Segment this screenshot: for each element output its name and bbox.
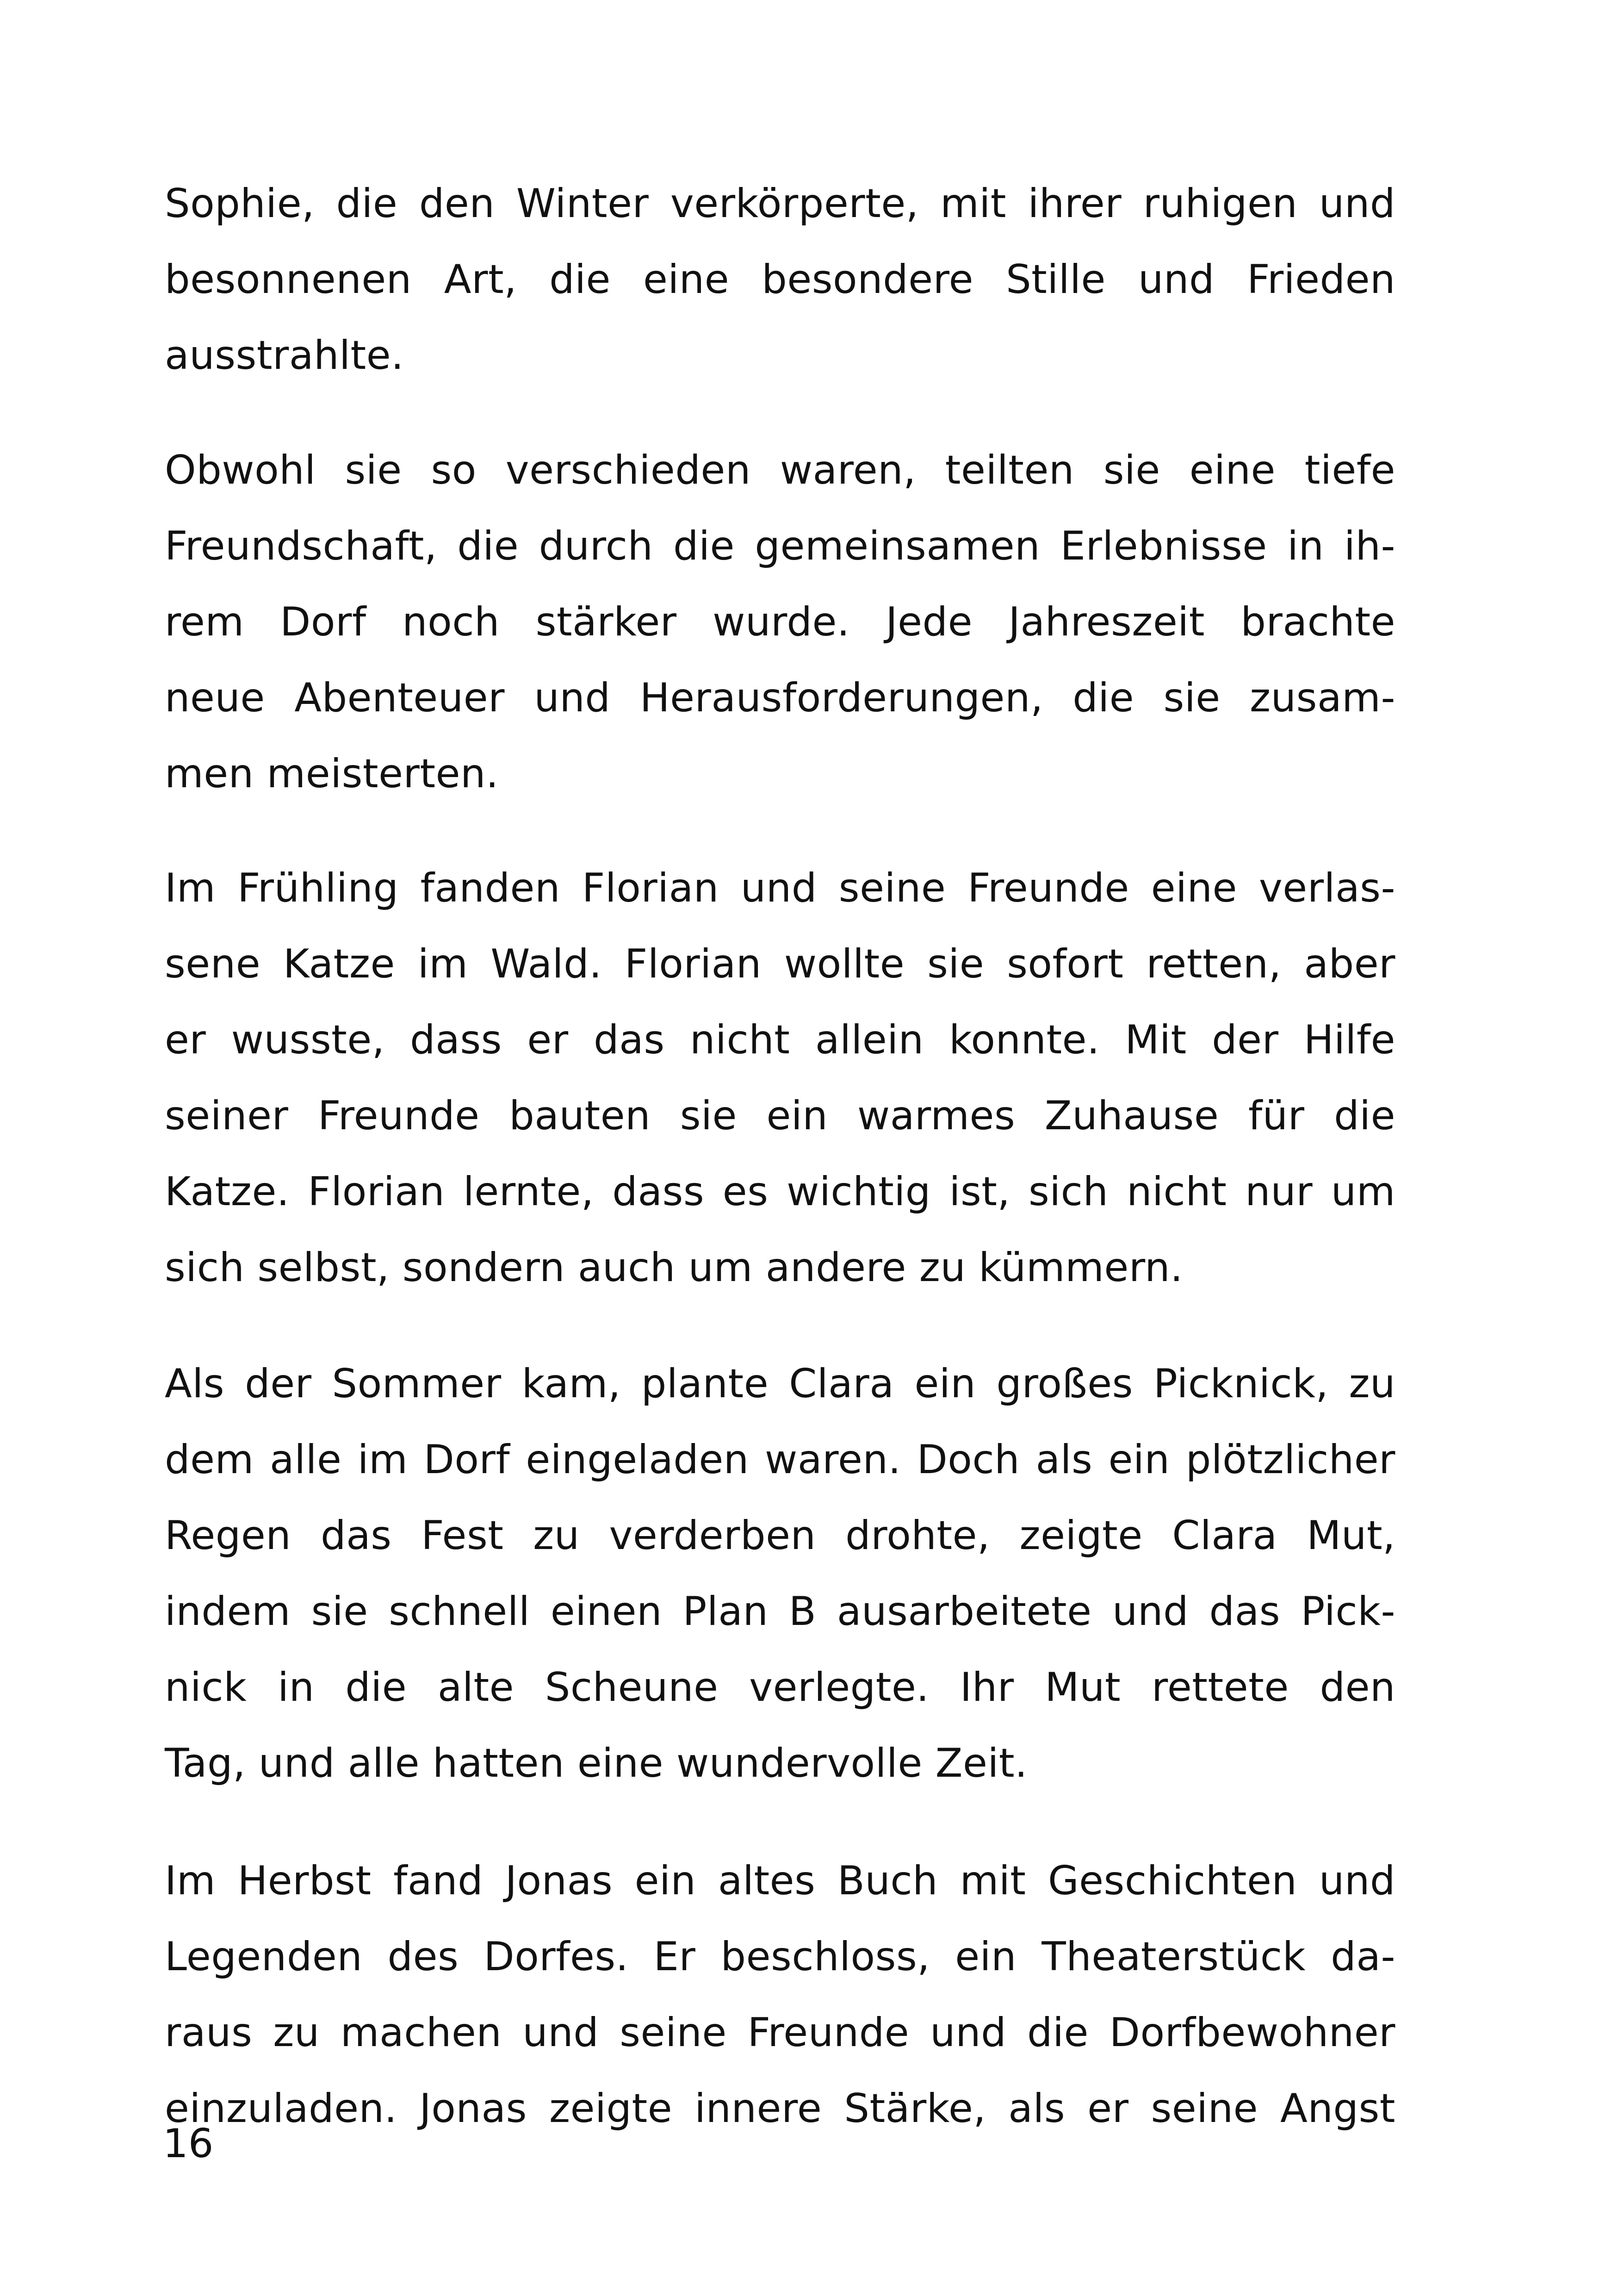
text-line: dem alle im Dorf eingeladen waren. Doch als ein plötzlicher <box>165 1437 1395 1483</box>
text-line: Katze. Florian lernte, dass es wichtig ist, sich nicht nur um <box>165 1169 1395 1215</box>
text-line: ausstrahlte. <box>165 332 404 379</box>
text-line: rem Dorf noch stärker wurde. Jede Jahreszeit brachte <box>165 599 1395 645</box>
paragraph-friendship <box>165 432 1395 812</box>
text-line: Legenden des Dorfes. Er beschloss, ein Theaterstück da- <box>165 1934 1395 1980</box>
text-line: Als der Sommer kam, plante Clara ein großes Picknick, zu <box>165 1361 1395 1407</box>
text-line: Tag, und alle hatten eine wundervolle Zeit. <box>165 1740 1028 1786</box>
paragraph-autumn <box>165 1843 1395 2147</box>
text-line: Im Frühling fanden Florian und seine Freunde eine verlas- <box>165 865 1395 911</box>
text-line: raus zu machen und seine Freunde und die Dorfbewohner <box>165 2010 1395 2056</box>
text-line: neue Abenteuer und Herausforderungen, die sie zusam- <box>165 675 1395 721</box>
paragraph-spring <box>165 850 1395 1306</box>
text-line: Freundschaft, die durch die gemeinsamen Erlebnisse in ih- <box>165 523 1395 569</box>
text-line: er wusste, dass er das nicht allein konnte. Mit der Hilfe <box>165 1017 1395 1063</box>
paragraph-summer <box>165 1346 1395 1801</box>
text-line: besonnenen Art, die eine besondere Stille und Frieden <box>165 256 1395 303</box>
text-line: sich selbst, sondern auch um andere zu kümmern. <box>165 1244 1184 1291</box>
text-line: Obwohl sie so verschieden waren, teilten sie eine tiefe <box>165 447 1395 493</box>
text-line: men meisterten. <box>165 751 499 797</box>
paragraph-sophie-winter <box>165 166 1395 393</box>
text-line: Regen das Fest zu verderben drohte, zeigte Clara Mut, <box>165 1512 1395 1559</box>
text-line: Im Herbst fand Jonas ein altes Buch mit Geschichten und <box>165 1858 1395 1904</box>
text-line: seiner Freunde bauten sie ein warmes Zuhause für die <box>165 1093 1395 1139</box>
text-line: sene Katze im Wald. Florian wollte sie sofort retten, aber <box>165 941 1395 987</box>
text-line: einzuladen. Jonas zeigte innere Stärke, als er seine Angst <box>165 2085 1395 2132</box>
text-line: indem sie schnell einen Plan B ausarbeitete und das Pick- <box>165 1588 1395 1635</box>
page-number: 16 <box>163 2121 214 2167</box>
text-line: Sophie, die den Winter verkörperte, mit ihrer ruhigen und <box>165 180 1395 227</box>
text-line: nick in die alte Scheune verlegte. Ihr Mut rettete den <box>165 1664 1395 1711</box>
